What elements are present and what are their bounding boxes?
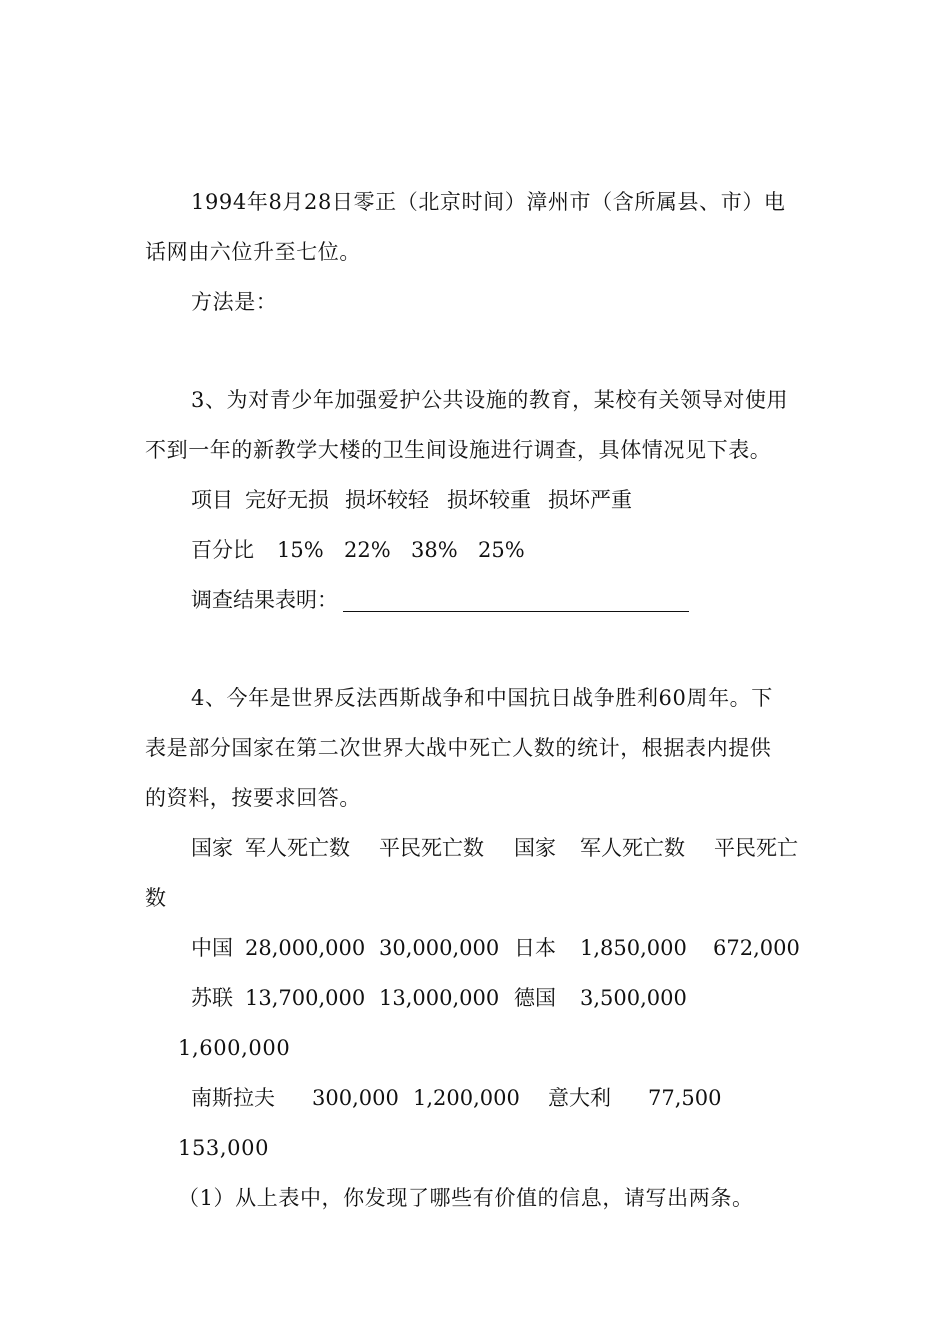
table-cell: 损坏较重 <box>447 488 531 512</box>
table-cell: 25% <box>478 538 525 562</box>
table-cell: 日本 <box>514 936 556 960</box>
table-cell: 77,500 <box>648 1086 722 1110</box>
table-cell: 平民死亡数 <box>379 836 484 860</box>
question-3-text: 3、为对青少年加强爱护公共设施的教育，某校有关领导对使用 <box>191 388 789 412</box>
table-cell: 13,700,000 <box>245 986 366 1010</box>
table-cell: 项目 <box>191 488 233 512</box>
table-cell: 军人死亡数 <box>245 836 350 860</box>
table-cell: 苏联 <box>191 986 233 1010</box>
paragraph-text: 话网由六位升至七位。 <box>145 240 361 264</box>
paragraph-text: 方法是： <box>191 290 278 314</box>
question-3-text: 不到一年的新教学大楼的卫生间设施进行调查，具体情况见下表。 <box>145 438 772 462</box>
table-cell: 3,500,000 <box>580 986 687 1010</box>
table-cell: 30,000,000 <box>379 936 500 960</box>
table-cell: 损坏严重 <box>548 488 632 512</box>
table-cell: 中国 <box>191 936 233 960</box>
table-cell: 1,200,000 <box>413 1086 520 1110</box>
paragraph-text: 1994年8月28日零正（北京时间）漳州市（含所属县、市）电 <box>191 190 786 214</box>
table-cell: 军人死亡数 <box>580 836 685 860</box>
table-cell: 国家 <box>514 836 556 860</box>
table-cell-wrap: 153,000 <box>178 1136 270 1160</box>
question-4-text: 的资料，按要求回答。 <box>145 786 361 810</box>
table-cell: 1,850,000 <box>580 936 687 960</box>
table-cell: 28,000,000 <box>245 936 366 960</box>
question-4-text: 4、今年是世界反法西斯战争和中国抗日战争胜利60周年。下 <box>191 686 773 710</box>
table-cell: 平民死亡 <box>714 836 798 860</box>
table-cell: 意大利 <box>548 1086 611 1110</box>
table-cell: 13,000,000 <box>379 986 500 1010</box>
answer-blank[interactable] <box>343 585 689 612</box>
table-cell: 22% <box>344 538 391 562</box>
table-cell: 完好无损 <box>245 488 329 512</box>
table-cell: 国家 <box>191 836 233 860</box>
table-cell-wrap: 数 <box>145 886 167 910</box>
result-label: 调查结果表明： <box>191 588 338 612</box>
table-cell: 损坏较轻 <box>345 488 429 512</box>
table-cell-wrap: 1,600,000 <box>178 1036 291 1060</box>
table-cell: 672,000 <box>713 936 800 960</box>
table-cell: 15% <box>277 538 324 562</box>
sub-question-text: （1）从上表中，你发现了哪些有价值的信息，请写出两条。 <box>178 1186 754 1210</box>
table-cell: 300,000 <box>312 1086 399 1110</box>
table-cell: 百分比 <box>191 538 254 562</box>
table-cell: 38% <box>411 538 458 562</box>
question-4-text: 表是部分国家在第二次世界大战中死亡人数的统计，根据表内提供 <box>145 736 772 760</box>
table-cell: 南斯拉夫 <box>191 1086 275 1110</box>
table-cell: 德国 <box>514 986 556 1010</box>
